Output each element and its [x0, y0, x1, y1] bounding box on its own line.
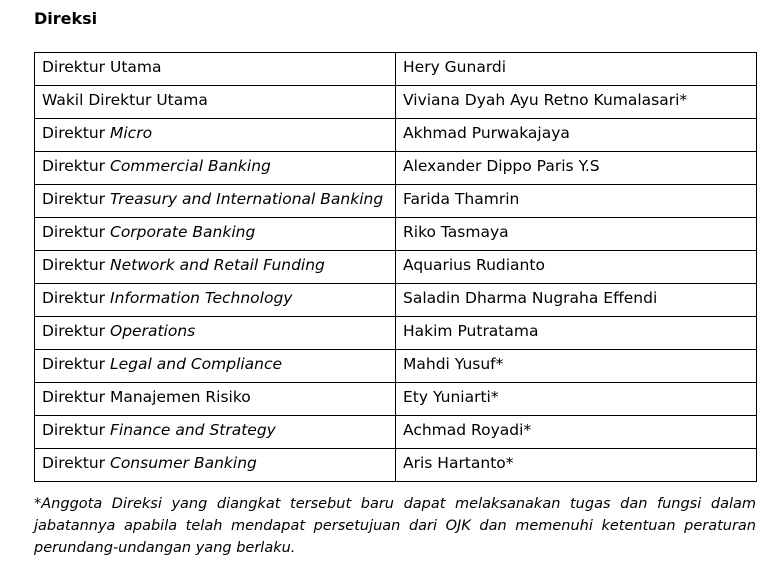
position-cell: [35, 416, 396, 449]
position-label-italic: Micro: [110, 124, 153, 142]
table-row: [35, 218, 757, 251]
section-title: Direksi: [34, 9, 98, 28]
position-cell: [35, 86, 396, 119]
director-name: Saladin Dharma Nugraha Effendi: [396, 284, 757, 317]
position-cell: [35, 53, 396, 86]
position-label-italic: Consumer Banking: [110, 454, 257, 472]
director-name: Riko Tasmaya: [396, 218, 757, 251]
director-name: Mahdi Yusuf*: [396, 350, 757, 383]
footnote: *Anggota Direksi yang diangkat tersebut baru dapat melaksanakan tugas dan fungsi dalam jabatannya apabila telah mendapat persetujuan dari OJK dan memenuhi ketentuan peraturan perundang-undangan yang berlaku.: [34, 496, 756, 556]
position-label: Direktur: [42, 256, 110, 274]
position-label-italic: Treasury and International Banking: [110, 190, 384, 208]
board-of-directors-table: [34, 52, 757, 482]
position-label-italic: Corporate Banking: [110, 223, 256, 241]
table-row: [35, 284, 757, 317]
table-row: [35, 185, 757, 218]
table-row: [35, 416, 757, 449]
director-name: Viviana Dyah Ayu Retno Kumalasari*: [396, 86, 757, 119]
table-row: [35, 152, 757, 185]
table-row: [35, 119, 757, 152]
director-name: Aquarius Rudianto: [396, 251, 757, 284]
director-name: Achmad Royadi*: [396, 416, 757, 449]
position-cell: [35, 350, 396, 383]
table-row: [35, 383, 757, 416]
table-row: [35, 251, 757, 284]
director-name: Ety Yuniarti*: [396, 383, 757, 416]
position-label: Direktur: [42, 421, 110, 439]
director-name: Hakim Putratama: [396, 317, 757, 350]
position-cell: [35, 317, 396, 350]
director-name: Alexander Dippo Paris Y.S: [396, 152, 757, 185]
position-cell: [35, 383, 396, 416]
position-cell: [35, 449, 396, 482]
position-label-italic: Operations: [110, 322, 196, 340]
position-label-italic: Legal and Compliance: [110, 355, 283, 373]
director-name: Aris Hartanto*: [396, 449, 757, 482]
table-row: [35, 317, 757, 350]
position-label: Direktur: [42, 223, 110, 241]
table-row: [35, 350, 757, 383]
position-label: Direktur Manajemen Risiko: [42, 388, 251, 406]
position-label: Direktur: [42, 157, 110, 175]
table-body: [35, 53, 757, 482]
position-cell: [35, 284, 396, 317]
position-label: Direktur: [42, 190, 110, 208]
position-label: Direktur: [42, 124, 110, 142]
position-cell: [35, 251, 396, 284]
position-label-italic: Finance and Strategy: [110, 421, 276, 439]
position-label: Direktur: [42, 289, 110, 307]
position-label: Direktur: [42, 355, 110, 373]
table-row: [35, 86, 757, 119]
position-label: Wakil Direktur Utama: [42, 91, 208, 109]
position-label: Direktur: [42, 454, 110, 472]
table-row: [35, 53, 757, 86]
position-cell: [35, 152, 396, 185]
director-name: Hery Gunardi: [396, 53, 757, 86]
position-label: Direktur: [42, 322, 110, 340]
director-name: Farida Thamrin: [396, 185, 757, 218]
position-cell: [35, 119, 396, 152]
table-row: [35, 449, 757, 482]
position-label: Direktur Utama: [42, 58, 162, 76]
position-cell: [35, 218, 396, 251]
position-label-italic: Network and Retail Funding: [110, 256, 325, 274]
position-label-italic: Commercial Banking: [110, 157, 271, 175]
position-label-italic: Information Technology: [110, 289, 293, 307]
position-cell: [35, 185, 396, 218]
director-name: Akhmad Purwakajaya: [396, 119, 757, 152]
